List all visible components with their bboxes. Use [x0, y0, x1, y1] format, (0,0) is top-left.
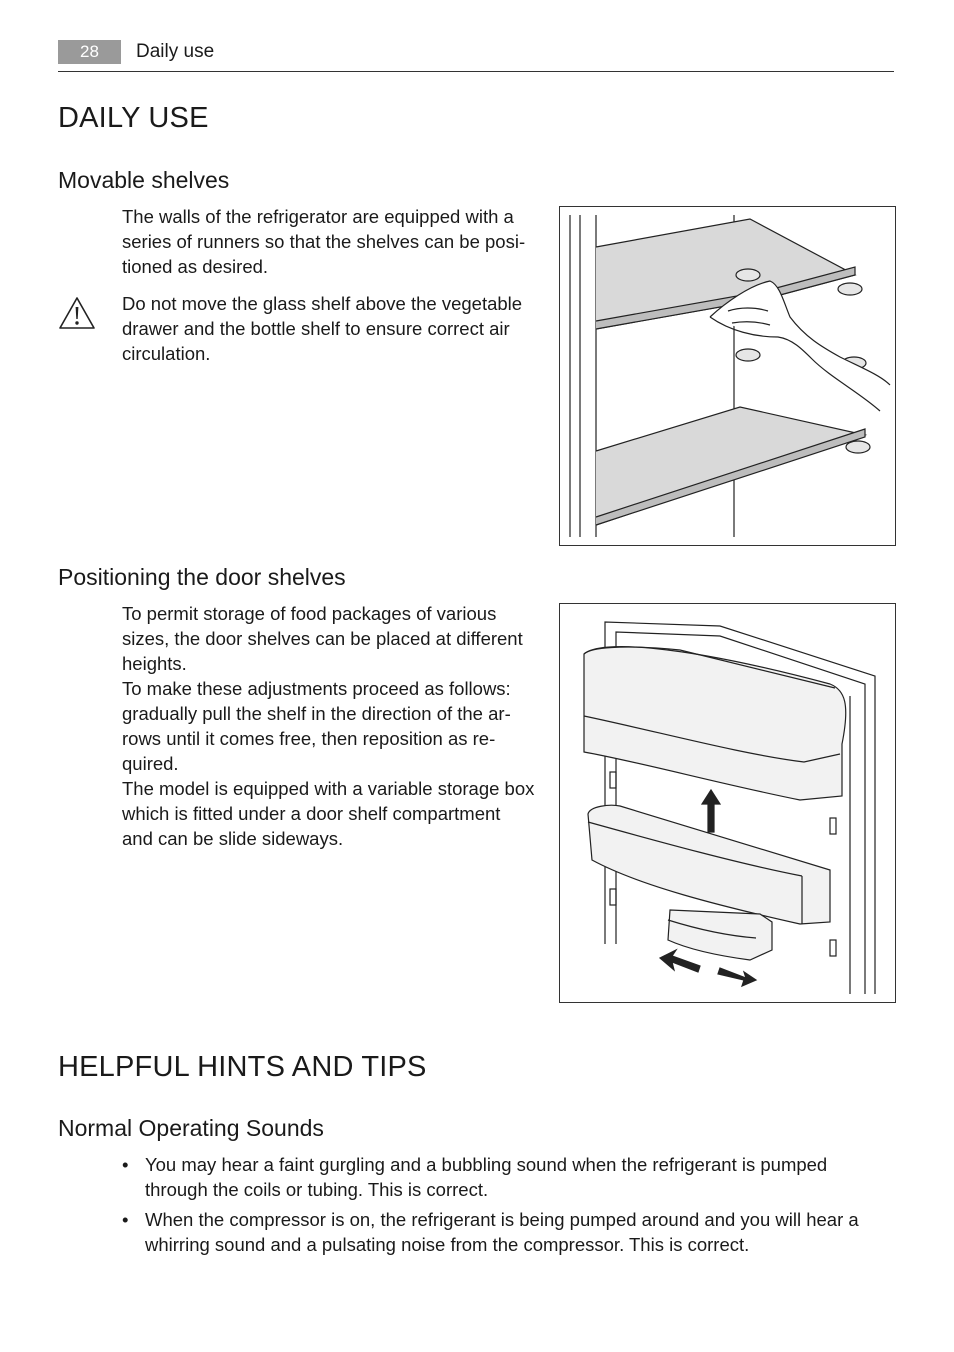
warning-text: Do not move the glass shelf above the vegetable drawer and the bottle shelf to ensure correct air circulation.	[122, 293, 523, 364]
door-shelf-drawing	[560, 604, 895, 1002]
shelves-illustration	[559, 206, 896, 546]
shelf-runners-drawing	[560, 207, 895, 545]
door-shelves-text: To permit storage of food packages of various sizes, the door shelves can be placed at different heights. To make these adjustments proceed as follows: gradually pull the shelf in the direction of the ar- rows until it comes free, then reposition as re- quired. The model is equipped with a variable storage box which is fitted under a door shelf compartment and can be slide sideways.	[122, 603, 535, 849]
movable-shelves-text: The walls of the refrigerator are equipped with a series of runners so that the shelves can be posi- tioned as desired.	[122, 206, 526, 277]
warning-triangle-icon	[58, 295, 96, 331]
bullet-icon: •	[122, 1154, 129, 1175]
running-head: Daily use	[136, 41, 215, 62]
list-item: • You may hear a faint gurgling and a bubbling sound when the refrigerant is pumped through the coils or tubing. This is correct.	[122, 1154, 828, 1200]
page-number: 28	[58, 40, 121, 64]
sounds-list	[122, 1152, 892, 1262]
bullet-icon: •	[122, 1209, 129, 1230]
heading-movable-shelves: Movable shelves	[58, 167, 230, 193]
heading-operating-sounds: Normal Operating Sounds	[58, 1115, 324, 1141]
section-title-hints: HELPFUL HINTS AND TIPS	[58, 1051, 427, 1083]
door-shelves-illustration	[559, 603, 896, 1003]
page-header	[58, 40, 894, 72]
list-item: • When the compressor is on, the refrigerant is being pumped around and you will hear a whirring sound and a pulsating noise from the compressor. This is correct.	[122, 1209, 859, 1255]
section-title-daily-use: DAILY USE	[58, 102, 209, 134]
heading-door-shelves: Positioning the door shelves	[58, 564, 346, 590]
